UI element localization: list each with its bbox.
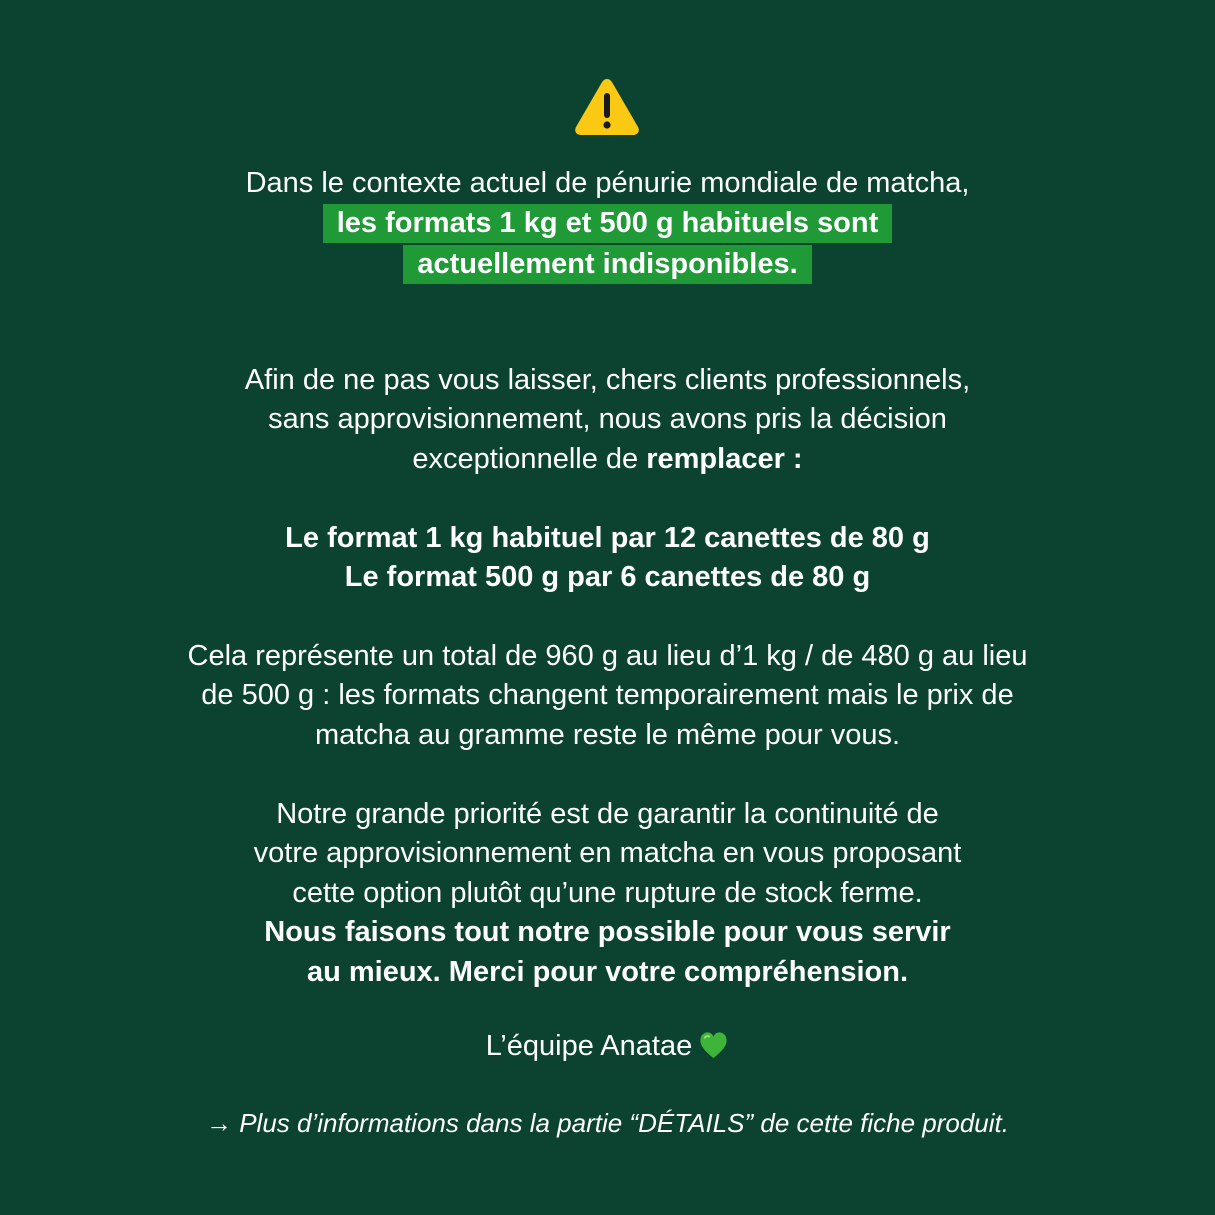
priority-bold-line-1: Nous faisons tout notre possible pour vous servir bbox=[264, 916, 951, 949]
priority-line-3: cette option plutôt qu’une rupture de stock ferme. bbox=[292, 876, 923, 909]
decision-line-2: sans approvisionnement, nous avons pris la décision bbox=[268, 403, 947, 436]
total-line-2: de 500 g : les formats changent temporairement mais le prix de bbox=[201, 679, 1014, 712]
highlight-row-2 bbox=[0, 245, 1215, 284]
highlight-row-1 bbox=[0, 204, 1215, 243]
highlight-text-2: actuellement indisponibles. bbox=[403, 245, 811, 284]
decision-line-3-bold: remplacer : bbox=[646, 442, 803, 475]
decision-line-1: Afin de ne pas vous laisser, chers clients professionnels, bbox=[244, 364, 971, 396]
replacement-line-2: Le format 500 g par 6 canettes de 80 g bbox=[344, 561, 871, 594]
priority-line-2: votre approvisionnement en matcha en vous proposant bbox=[253, 837, 962, 870]
signature-block bbox=[0, 1027, 1215, 1066]
replacement-line-1: Le format 1 kg habituel par 12 canettes de 80 g bbox=[285, 522, 930, 554]
total-line-3: matcha au gramme reste le même pour vous. bbox=[314, 718, 901, 751]
decision-line-3 bbox=[0, 440, 1215, 479]
priority-paragraph bbox=[0, 795, 1215, 992]
signature-line bbox=[0, 1027, 1215, 1066]
total-paragraph bbox=[0, 637, 1215, 755]
decision-line-3-prefix: exceptionnelle de bbox=[412, 442, 647, 475]
priority-bold-line-2: au mieux. Merci pour votre compréhension. bbox=[306, 955, 909, 988]
decision-paragraph bbox=[0, 361, 1215, 479]
warning-icon bbox=[573, 76, 641, 136]
details-footer-note: → Plus d’informations dans la partie “DÉTAILS” de cette fiche produit. bbox=[205, 1108, 1009, 1138]
replacements-block bbox=[0, 519, 1215, 598]
total-line-1: Cela représente un total de 960 g au lieu d’1 kg / de 480 g au lieu bbox=[187, 640, 1028, 672]
green-heart-icon bbox=[698, 1030, 729, 1061]
footer-block bbox=[0, 1106, 1215, 1140]
intro-block bbox=[0, 164, 1215, 203]
highlight-text-1: les formats 1 kg et 500 g habituels sont bbox=[323, 204, 893, 243]
intro-line: Dans le contexte actuel de pénurie mondiale de matcha, bbox=[245, 167, 970, 199]
priority-line-1: Notre grande priorité est de garantir la continuité de bbox=[276, 798, 939, 830]
signature-text: L’équipe Anatae bbox=[485, 1030, 693, 1062]
